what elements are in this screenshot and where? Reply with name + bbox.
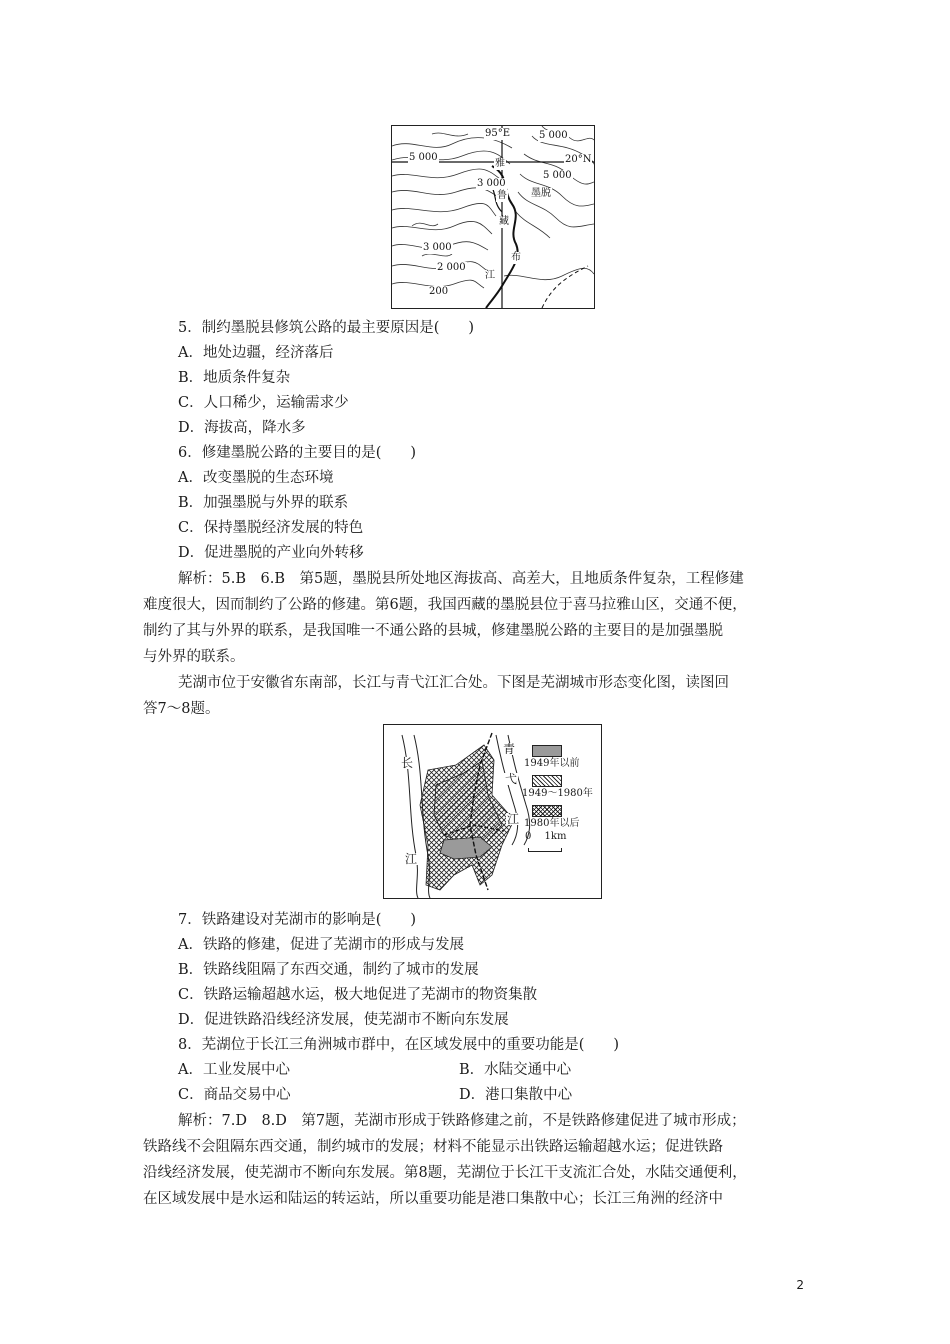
analysis-2-line: 在区域发展中是水运和陆运的转运站，所以重要功能是港口集散中心；长江三角洲的经济中 — [143, 1191, 723, 1207]
qingyi-label-1: 青 — [503, 742, 516, 756]
scale-label: 0 1km — [525, 831, 567, 842]
question-7-stem: 7．铁路建设对芜湖市的影响是( ) — [178, 912, 417, 928]
question-6-option-b: B．加强墨脱与外界的联系 — [178, 495, 349, 511]
wuhu-city-map — [383, 724, 602, 899]
motuo-label: 墨脱 — [531, 188, 551, 199]
question-5-option-d: D．海拔高，降水多 — [178, 420, 306, 436]
contour-label-2000: 2 000 — [437, 262, 466, 273]
intro-7-8-line: 芜湖市位于安徽省东南部，长江与青弋江汇合处。下图是芜湖城市形态变化图，读图回 — [178, 675, 729, 691]
analysis-2-line: 解析：7.D 8.D 第7题，芜湖市形成于铁路修建之前，不是铁路修建促进了城市形成； — [178, 1113, 746, 1129]
river-label-lu: 鲁 — [497, 190, 507, 201]
question-6-option-a: A．改变墨脱的生态环境 — [178, 470, 334, 486]
scale-bar — [528, 848, 562, 852]
longitude-label: 95°E — [485, 128, 511, 139]
analysis-1-line: 制约了其与外界的联系，是我国唯一不通公路的县城，修建墨脱公路的主要目的是加强墨脱 — [143, 623, 723, 639]
question-8-option-b: B．水陆交通中心 — [459, 1062, 572, 1078]
river-label-jiang: 江 — [485, 270, 495, 281]
question-6-option-d: D．促进墨脱的产业向外转移 — [178, 545, 364, 561]
contour-label-3000: 3 000 — [477, 178, 506, 189]
question-5-option-c: C．人口稀少，运输需求少 — [178, 395, 349, 411]
question-5-option-a: A．地处边疆，经济落后 — [178, 345, 334, 361]
question-8-option-c: C．商品交易中心 — [178, 1087, 291, 1103]
legend-before-1949: 1949年以前 — [524, 758, 580, 769]
city-shape-drawing — [384, 725, 601, 898]
motuo-contour-map — [391, 125, 595, 309]
changjiang-label-1: 长 — [401, 756, 414, 770]
question-6-option-c: C．保持墨脱经济发展的特色 — [178, 520, 364, 536]
river-label-bu: 布 — [511, 252, 521, 263]
changjiang-label-2: 江 — [405, 852, 418, 866]
river-label-ya: 雅 — [495, 158, 505, 169]
question-7-option-a: A．铁路的修建，促进了芜湖市的形成与发展 — [178, 937, 464, 953]
latitude-label: 20°N — [565, 154, 592, 165]
question-7-option-c: C．铁路运输超越水运，极大地促进了芜湖市的物资集散 — [178, 987, 538, 1003]
analysis-2-line: 沿线经济发展，使芜湖市不断向东发展。第8题，芜湖位于长江干支流汇合处，水陆交通便利， — [143, 1165, 747, 1181]
legend-swatch-after-1980 — [532, 805, 562, 817]
qingyi-label-3: 江 — [507, 812, 520, 826]
contour-label-5000: 5 000 — [409, 152, 438, 163]
contour-label-5000: 5 000 — [539, 130, 568, 141]
question-8-stem: 8．芜湖位于长江三角洲城市群中，在区域发展中的重要功能是( ) — [178, 1037, 620, 1053]
question-5-option-b: B．地质条件复杂 — [178, 370, 291, 386]
legend-1949-1980: 1949～1980年 — [522, 788, 593, 799]
analysis-2-line: 铁路线不会阻隔东西交通，制约城市的发展；材料不能显示出铁路运输超越水运；促进铁路 — [143, 1139, 723, 1155]
page-number: 2 — [796, 1278, 804, 1292]
analysis-1-line: 解析：5.B 6.B 第5题，墨脱县所处地区海拔高、高差大，且地质条件复杂，工程修建 — [178, 571, 744, 587]
question-5-stem: 5．制约墨脱县修筑公路的最主要原因是( ) — [178, 320, 475, 336]
river-label-zang: 藏 — [499, 216, 509, 227]
question-8-option-a: A．工业发展中心 — [178, 1062, 290, 1078]
question-8-option-d: D．港口集散中心 — [459, 1087, 573, 1103]
contour-label-200: 200 — [429, 286, 449, 297]
legend-swatch-1949-1980 — [532, 775, 562, 787]
analysis-1-line: 与外界的联系。 — [143, 649, 245, 665]
analysis-1-line: 难度很大，因而制约了公路的修建。第6题，我国西藏的墨脱县位于喜马拉雅山区，交通不便， — [143, 597, 747, 613]
question-6-stem: 6．修建墨脱公路的主要目的是( ) — [178, 445, 417, 461]
legend-after-1980: 1980年以后 — [524, 818, 580, 829]
intro-7-8-line: 答7～8题。 — [143, 701, 220, 717]
qingyi-label-2: 弋 — [505, 772, 518, 786]
question-7-option-b: B．铁路线阻隔了东西交通，制约了城市的发展 — [178, 962, 479, 978]
contour-label-5000: 5 000 — [543, 170, 572, 181]
question-7-option-d: D．促进铁路沿线经济发展，使芜湖市不断向东发展 — [178, 1012, 509, 1028]
contour-label-3000: 3 000 — [423, 242, 452, 253]
legend-swatch-before-1949 — [532, 745, 562, 757]
